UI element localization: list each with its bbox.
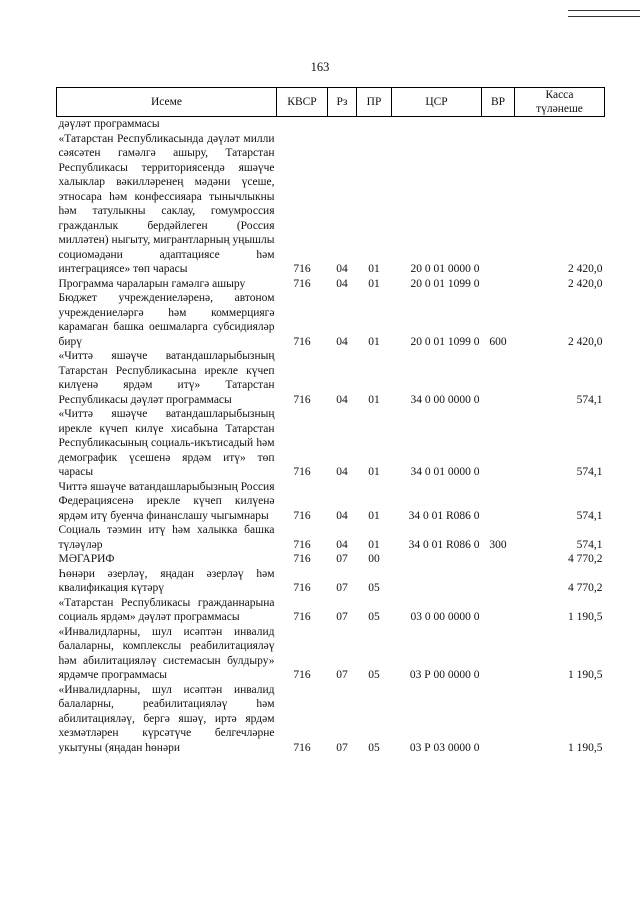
cell-name: «Татарстан Республикасы гражданнарына социаль ярдәм» дәүләт программасы [58,596,275,623]
cell-pr [357,117,392,132]
table-row [57,480,605,524]
header-kassa-line1: Касса [545,89,574,101]
cell-csr: 20 0 01 1099 0 [410,335,480,348]
cell-kvsr: 716 [293,582,311,594]
table-body [57,117,605,756]
table-row [57,523,605,552]
cell-sum: 574,1 [576,466,603,478]
cell-sum [515,117,605,132]
cell-csr: 34 0 01 0000 0 [410,466,480,478]
cell-name: «Татарстан Республикасында дәүләт милли сәясәтен гамәлгә ашыру, Татарстан Республикасы территориясендә яшәүче халыклар вәкилләренең мәдәни үсеше, этносара һәм конфессияара тынычлыкны һәм татулыкны саклау, гомумроссия гражданлык бердәйлеген (Россия милләтен) ныгыту, мигрантларның уңышлы социомәдәни адаптациясе һәм интеграциясе» төп чарасы [58,132,275,275]
cell-pr: 05 [368,582,380,594]
cell-rz: 04 [336,277,348,290]
cell-vr [482,277,515,292]
table-row [57,552,605,567]
cell-kvsr: 716 [293,553,311,565]
cell-kvsr: 716 [293,538,311,551]
header-kassa [515,88,605,117]
cell-pr: 01 [368,538,380,551]
cell-csr: 03 0 00 0000 0 [410,611,480,623]
cell-pr: 05 [368,611,380,623]
cell-vr [482,480,515,524]
cell-vr [482,407,515,480]
cell-kvsr: 716 [293,611,311,623]
cell-csr: 34 0 01 R086 0 [408,538,480,551]
cell-pr: 01 [368,466,380,478]
cell-vr [482,625,515,683]
cell-vr: 300 [489,538,507,551]
cell-csr: 34 0 01 R086 0 [408,509,480,522]
cell-sum: 4 770,2 [568,553,603,565]
cell-name: МӘГАРИФ [58,553,115,565]
budget-table [56,87,605,755]
cell-vr [482,349,515,407]
table-row [57,567,605,596]
cell-csr [392,117,482,132]
cell-rz: 04 [336,263,348,275]
corner-rule [568,10,640,11]
cell-csr: 03 Р 00 0000 0 [409,669,480,681]
cell-rz: 07 [336,741,348,754]
cell-name: Читтә яшәүче ватандашларыбызның Россия Федерациясенә ирекле күчеп килүенә ярдәм итү буенча финанслашу чыгымнары [58,480,275,522]
cell-vr [482,596,515,625]
cell-rz: 07 [336,669,348,681]
table-row [57,291,605,349]
cell-kvsr [277,117,328,132]
cell-name: «Инвалидларны, шул исәптән инвалид балаларны, комплекслы реабилитацияләү һәм абилитацияләү системасын булдыру» ярдәмче программасы [58,625,275,681]
cell-kvsr: 716 [293,277,311,290]
cell-csr [392,552,482,567]
cell-name: Социаль тәэмин итү һәм халыкка башка түләүләр [58,524,275,551]
cell-name: «Читтә яшәүче ватандашларыбызның Татарстан Республикасына ирекле күчеп килүенә ярдәм итү» Татарстан Республикасы дәүләт программасы [58,350,275,406]
table-row [57,132,605,277]
table-row [57,117,605,132]
header-name: Исеме [57,88,277,117]
cell-sum: 1 190,5 [568,741,603,754]
cell-csr: 20 0 01 1099 0 [410,277,480,290]
cell-kvsr: 716 [293,263,311,275]
cell-vr [482,683,515,756]
cell-pr: 01 [368,277,380,290]
cell-name: «Читтә яшәүче ватандашларыбызның ирекле күчеп килүе хисабына Татарстан Республикасының социаль-икътисадый һәм демографик үсешенә ярдәм итү» төп чарасы [58,408,275,478]
cell-sum: 1 190,5 [568,669,603,681]
cell-kvsr: 716 [293,741,311,754]
cell-kvsr: 716 [293,335,311,348]
header-kvsr: КВСР [277,88,328,117]
cell-sum: 2 420,0 [568,335,603,348]
cell-sum: 1 190,5 [568,611,603,623]
cell-pr: 05 [368,669,380,681]
cell-name: Һөнәри әзерләү, яңадан әзерләү һәм квалификация күтәрү [58,567,275,594]
cell-rz: 07 [336,611,348,623]
table-row [57,625,605,683]
table-row [57,596,605,625]
cell-csr: 34 0 00 0000 0 [410,393,480,406]
header-pr: ПР [357,88,392,117]
cell-sum: 574,1 [576,538,603,551]
cell-pr: 05 [368,741,380,754]
cell-csr: 03 Р 03 0000 0 [409,741,480,754]
header-vr: ВР [482,88,515,117]
cell-kvsr: 716 [293,509,311,522]
cell-pr: 00 [368,553,380,565]
cell-pr: 01 [368,393,380,406]
cell-kvsr: 716 [293,669,311,681]
cell-csr [392,567,482,596]
cell-name: Программа чараларын гамәлгә ашыру [58,277,246,290]
cell-sum: 2 420,0 [568,263,603,275]
table-row [57,277,605,292]
cell-kvsr: 716 [293,393,311,406]
cell-sum: 574,1 [576,393,603,406]
cell-pr: 01 [368,335,380,348]
cell-name: Бюджет учреждениеләренә, автоном учреждениеләргә һәм коммерциягә карамаган башка оешмаларга субсидияләр бирү [58,292,275,348]
cell-name: «Инвалидларны, шул исәптән инвалид балаларны, реабилитацияләү һәм абилитацияләү, бергә яшәү, иртә ярдәм хезмәтләрен күрсәтүче белгечләрне укытуны (яңадан һөнәри [58,683,275,754]
table-row [57,407,605,480]
cell-rz [328,117,357,132]
header-csr: ЦСР [392,88,482,117]
cell-pr: 01 [368,263,380,275]
cell-vr: 600 [489,335,507,348]
cell-rz: 04 [336,466,348,478]
cell-rz: 04 [336,335,348,348]
cell-rz: 04 [336,393,348,406]
cell-vr [482,567,515,596]
table-row [57,349,605,407]
corner-rule [568,16,640,17]
cell-rz: 07 [336,582,348,594]
cell-sum: 574,1 [576,509,603,522]
header-kassa-line2: түләнеше [536,103,583,115]
cell-csr: 20 0 01 0000 0 [410,263,480,275]
cell-rz: 07 [336,553,348,565]
page-number: 163 [310,60,330,74]
cell-pr: 01 [368,509,380,522]
cell-name: дәүләт программасы [58,118,160,130]
cell-vr [482,117,515,132]
cell-kvsr: 716 [293,466,311,478]
cell-vr [482,132,515,277]
header-rz: Рз [328,88,357,117]
table-header-row [57,88,605,117]
cell-rz: 04 [336,509,348,522]
cell-rz: 04 [336,538,348,551]
cell-sum: 4 770,2 [568,582,603,594]
cell-sum: 2 420,0 [568,277,603,290]
table-row [57,683,605,756]
cell-vr [482,552,515,567]
